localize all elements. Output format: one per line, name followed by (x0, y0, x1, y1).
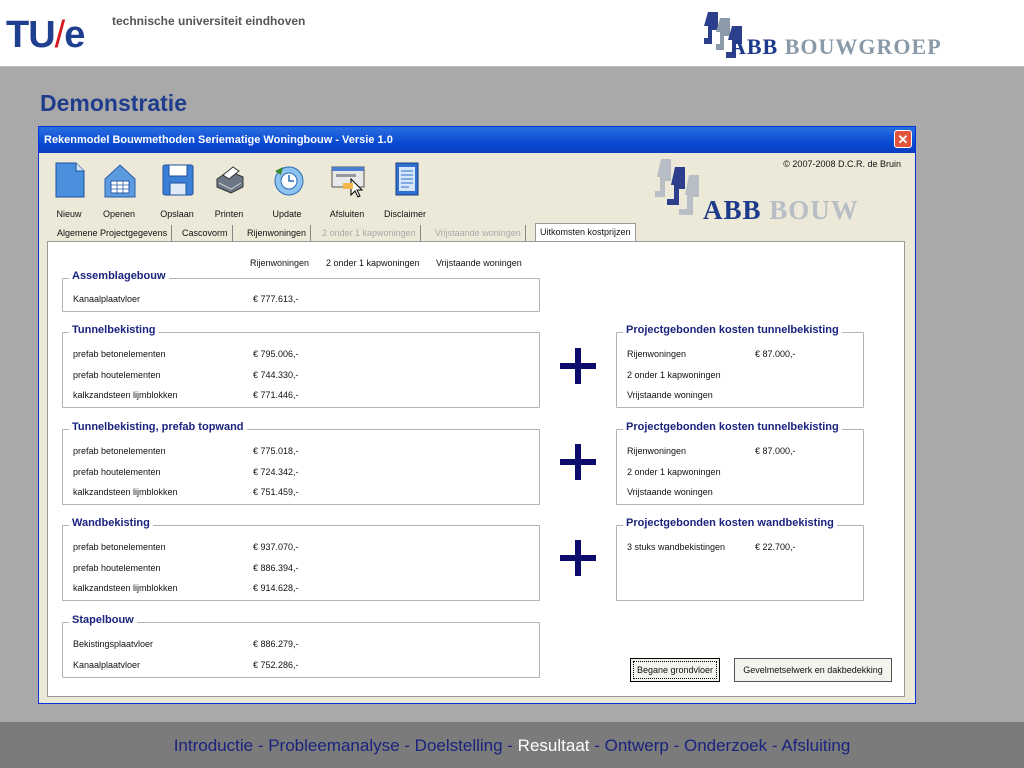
group-tunnelbekisting-prefab-topwand (62, 421, 540, 505)
row-label: Kanaalplaatvloer (73, 660, 141, 670)
row-label: prefab houtelementen (73, 563, 161, 573)
row-label: prefab betonelementen (73, 446, 166, 456)
results-panel (47, 241, 905, 697)
group-tunnelbekisting (62, 324, 540, 408)
group-assemblagebouw (62, 270, 540, 312)
row-value: € 752.286,- (253, 660, 299, 670)
row-label: Vrijstaande woningen (627, 390, 713, 400)
slide-header (0, 0, 1024, 67)
window-titlebar[interactable] (39, 127, 915, 153)
copyright-text: © 2007-2008 D.C.R. de Bruin (783, 159, 901, 169)
slide-nav (0, 736, 1024, 756)
column-header-2-onder-1: 2 onder 1 kapwoningen (326, 258, 420, 268)
abb-word: ABB (703, 195, 762, 225)
nav-separator: - (502, 736, 518, 755)
tab-algemene-projectgegevens[interactable]: Algemene Projectgegevens (53, 225, 172, 241)
toolbar-save-label: Opslaan (160, 209, 194, 219)
update-globe-icon (271, 161, 305, 199)
column-header-vrijstaande: Vrijstaande woningen (436, 258, 522, 268)
tue-logo: TU/e (6, 14, 85, 56)
row-label: 2 onder 1 kapwoningen (627, 370, 721, 380)
nav-afsluiting[interactable]: Afsluiting (781, 736, 851, 755)
toolbar-disclaimer-label: Disclaimer (383, 209, 426, 219)
row-value: € 744.330,- (253, 370, 299, 380)
row-label: Kanaalplaatvloer (73, 294, 141, 304)
slide-title: Demonstratie (40, 90, 187, 116)
abb-word: ABB (730, 34, 779, 59)
bouwgroep-word: BOUWGROEP (784, 34, 942, 59)
row-label: kalkzandsteen lijmblokken (73, 390, 178, 400)
gevelmetselwerk-button[interactable]: Gevelmetselwerk en dakbedekking (734, 658, 892, 682)
tab-rijenwoningen[interactable]: Rijenwoningen (243, 225, 311, 241)
nav-separator: - (399, 736, 415, 755)
row-label: 2 onder 1 kapwoningen (627, 467, 721, 477)
group-title: Wandbekisting (69, 517, 153, 529)
row-value: € 886.279,- (253, 639, 299, 649)
group-title: Stapelbouw (69, 614, 137, 626)
close-button[interactable]: ✕ (894, 130, 912, 148)
group-title: Projectgebonden kosten tunnelbekisting (623, 324, 842, 336)
toolbar-exit-button[interactable] (319, 161, 375, 225)
plus-icon (560, 348, 596, 384)
nav-separator: - (589, 736, 605, 755)
column-header-rijenwoningen: Rijenwoningen (250, 258, 310, 268)
window-title: Rekenmodel Bouwmethoden Seriematige Woningbouw - Versie 1.0 (44, 134, 393, 146)
nav-ontwerp[interactable]: Ontwerp (604, 736, 669, 755)
tab-cascovorm[interactable]: Cascovorm (178, 225, 233, 241)
tab-vrijstaande-woningen[interactable]: Vrijstaande woningen (431, 225, 526, 241)
row-value: € 775.018,- (253, 446, 299, 456)
printer-icon (213, 161, 247, 199)
row-value: € 22.700,- (755, 542, 796, 552)
row-label: prefab houtelementen (73, 467, 161, 477)
row-label: Rijenwoningen (627, 349, 687, 359)
new-file-icon (53, 161, 87, 199)
open-house-icon (103, 161, 137, 199)
toolbar-save-button[interactable] (149, 161, 205, 225)
begane-grondvloer-button[interactable]: Begane grondvloer (630, 658, 720, 682)
row-value: € 724.342,- (253, 467, 299, 477)
plus-icon (560, 540, 596, 576)
slide-nav-bar (0, 722, 1024, 768)
toolbar-print-button[interactable] (201, 161, 257, 225)
row-value: € 87.000,- (755, 446, 796, 456)
group-stapelbouw (62, 614, 540, 678)
group-projectgebonden-wandbekisting (616, 517, 864, 601)
abb-bouw-logo (651, 157, 909, 227)
row-value: € 777.613,- (253, 294, 299, 304)
group-title: Assemblagebouw (69, 270, 169, 282)
bouw-word: BOUW (769, 195, 859, 225)
toolbar-open-button[interactable] (91, 161, 147, 225)
nav-separator: - (668, 736, 684, 755)
row-label: kalkzandsteen lijmblokken (73, 487, 178, 497)
group-title: Projectgebonden kosten tunnelbekisting (623, 421, 842, 433)
nav-onderzoek[interactable]: Onderzoek (683, 736, 768, 755)
tue-subtitle: technische universiteit eindhoven (112, 14, 306, 28)
group-title: Projectgebonden kosten wandbekisting (623, 517, 837, 529)
row-label: Vrijstaande woningen (627, 487, 713, 497)
row-label: 3 stuks wandbekistingen (627, 542, 726, 552)
nav-introductie[interactable]: Introductie (173, 736, 254, 755)
row-label: prefab houtelementen (73, 370, 161, 380)
row-value: € 87.000,- (755, 349, 796, 359)
toolbar-disclaimer-button[interactable] (377, 161, 433, 225)
exit-icon (331, 161, 365, 199)
group-title: Tunnelbekisting (69, 324, 159, 336)
tab-2-onder-1-kapwoningen[interactable]: 2 onder 1 kapwoningen (318, 225, 421, 241)
row-value: € 795.006,- (253, 349, 299, 359)
nav-doelstelling[interactable]: Doelstelling (414, 736, 503, 755)
row-value: € 771.446,- (253, 390, 299, 400)
plus-icon (560, 444, 596, 480)
group-wandbekisting (62, 517, 540, 601)
disclaimer-txt-icon (389, 161, 423, 199)
toolbar-update-button[interactable] (259, 161, 315, 225)
nav-resultaat-current[interactable]: Resultaat (517, 736, 590, 755)
row-label: Bekistingsplaatvloer (73, 639, 154, 649)
nav-probleemanalyse[interactable]: Probleemanalyse (268, 736, 400, 755)
row-label: prefab betonelementen (73, 542, 166, 552)
row-label: kalkzandsteen lijmblokken (73, 583, 178, 593)
abb-bouwgroep-logo (698, 8, 1018, 60)
app-window (38, 126, 916, 704)
toolbar-open-label: Openen (102, 209, 136, 219)
row-value: € 937.070,- (253, 542, 299, 552)
toolbar-print-label: Printen (214, 209, 244, 219)
group-title: Tunnelbekisting, prefab topwand (69, 421, 247, 433)
toolbar-new-label: Nieuw (56, 209, 82, 219)
row-value: € 751.459,- (253, 487, 299, 497)
row-value: € 886.394,- (253, 563, 299, 573)
tab-uitkomsten-kostprijzen[interactable]: Uitkomsten kostprijzen (535, 223, 636, 242)
group-projectgebonden-tunnelbekisting-1 (616, 324, 864, 408)
row-label: Rijenwoningen (627, 446, 687, 456)
group-projectgebonden-tunnelbekisting-2 (616, 421, 864, 505)
row-value: € 914.628,- (253, 583, 299, 593)
nav-separator: - (253, 736, 269, 755)
save-disk-icon (161, 161, 195, 199)
nav-separator: - (767, 736, 782, 755)
toolbar-update-label: Update (272, 209, 302, 219)
toolbar-new-button[interactable] (41, 161, 97, 225)
toolbar-exit-label: Afsluiten (329, 209, 365, 219)
row-label: prefab betonelementen (73, 349, 166, 359)
